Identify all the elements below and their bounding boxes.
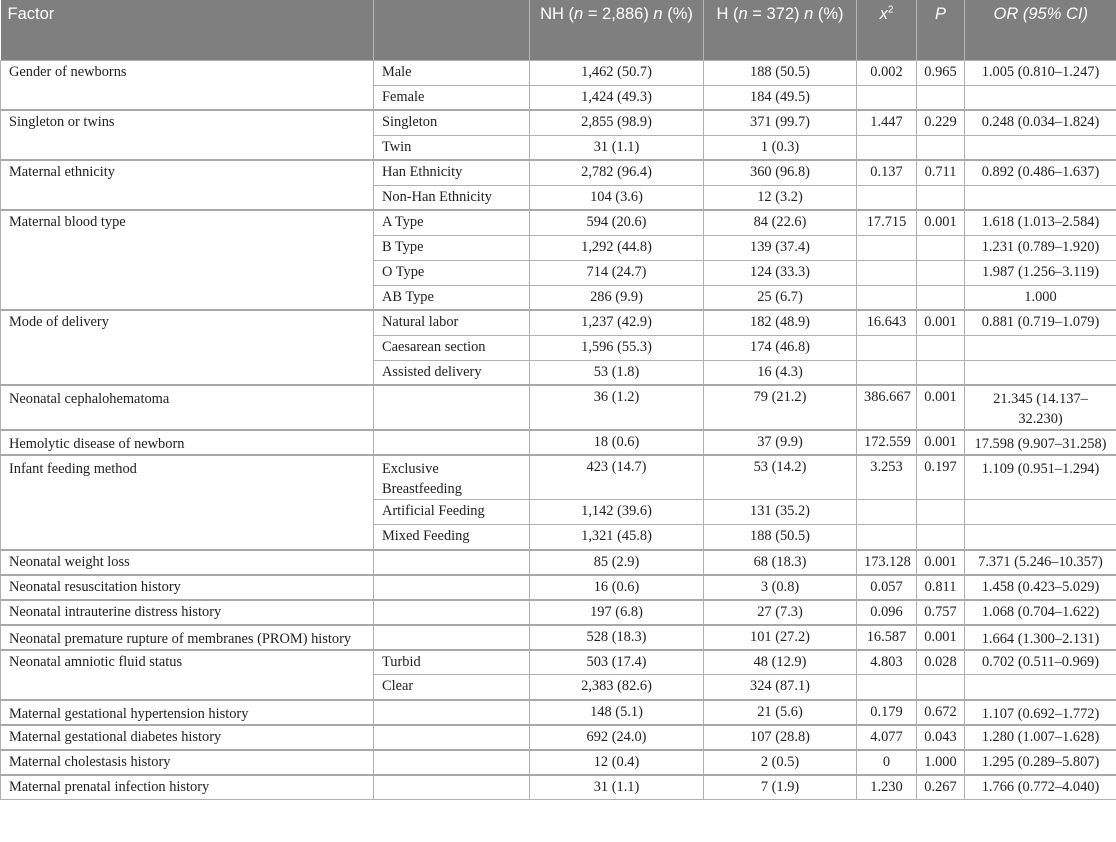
cell-p: 0.711	[917, 160, 965, 185]
cell-p: 0.197	[917, 455, 965, 500]
cell-factor: Neonatal cephalohematoma	[1, 385, 374, 430]
cell-sub: A Type	[374, 210, 530, 235]
cell-sub	[374, 575, 530, 600]
cell-sub: Assisted delivery	[374, 360, 530, 385]
cell-p: 0.028	[917, 650, 965, 675]
cell-x2	[857, 185, 917, 210]
table-row	[1, 625, 1116, 650]
cell-sub	[374, 550, 530, 575]
table-row	[1, 110, 1116, 135]
cell-p: 0.001	[917, 210, 965, 235]
cell-nh: 18 (0.6)	[530, 430, 704, 455]
cell-factor: Mode of delivery	[1, 310, 374, 385]
cell-or: 1.068 (0.704–1.622)	[965, 600, 1116, 625]
cell-h: 2 (0.5)	[704, 750, 857, 775]
cell-h: 360 (96.8)	[704, 160, 857, 185]
cell-factor: Maternal prenatal infection history	[1, 775, 374, 800]
cell-x2: 1.447	[857, 110, 917, 135]
cell-x2	[857, 500, 917, 525]
cell-or: 0.881 (0.719–1.079)	[965, 310, 1116, 335]
cell-x2: 17.715	[857, 210, 917, 235]
cell-p	[917, 185, 965, 210]
cell-p	[917, 360, 965, 385]
cell-or: 1.280 (1.007–1.628)	[965, 725, 1116, 750]
cell-p	[917, 85, 965, 110]
cell-nh: 1,462 (50.7)	[530, 60, 704, 85]
cell-or: 1.766 (0.772–4.040)	[965, 775, 1116, 800]
cell-p: 0.811	[917, 575, 965, 600]
cell-x2	[857, 135, 917, 160]
cell-h: 174 (46.8)	[704, 335, 857, 360]
cell-p: 1.000	[917, 750, 965, 775]
cell-or: 1.231 (0.789–1.920)	[965, 235, 1116, 260]
cell-x2: 0.057	[857, 575, 917, 600]
cell-sub: Male	[374, 60, 530, 85]
cell-nh: 594 (20.6)	[530, 210, 704, 235]
cell-h: 68 (18.3)	[704, 550, 857, 575]
cell-nh: 692 (24.0)	[530, 725, 704, 750]
cell-or: 1.618 (1.013–2.584)	[965, 210, 1116, 235]
cell-nh: 503 (17.4)	[530, 650, 704, 675]
cell-x2: 0	[857, 750, 917, 775]
cell-nh: 104 (3.6)	[530, 185, 704, 210]
cell-or: 1.107 (0.692–1.772)	[965, 700, 1116, 725]
cell-sub	[374, 700, 530, 725]
table-row	[1, 430, 1116, 455]
cell-x2	[857, 85, 917, 110]
cell-factor: Maternal ethnicity	[1, 160, 374, 210]
cell-h: 21 (5.6)	[704, 700, 857, 725]
cell-sub: Han Ethnicity	[374, 160, 530, 185]
cell-nh: 16 (0.6)	[530, 575, 704, 600]
cell-sub: B Type	[374, 235, 530, 260]
cell-p: 0.043	[917, 725, 965, 750]
cell-x2	[857, 335, 917, 360]
cell-or: 1.295 (0.289–5.807)	[965, 750, 1116, 775]
cell-factor: Neonatal resuscitation history	[1, 575, 374, 600]
cell-p: 0.001	[917, 430, 965, 455]
table-row	[1, 550, 1116, 575]
cell-nh: 85 (2.9)	[530, 550, 704, 575]
cell-sub: Female	[374, 85, 530, 110]
cell-nh: 2,855 (98.9)	[530, 110, 704, 135]
table-row	[1, 750, 1116, 775]
cell-h: 12 (3.2)	[704, 185, 857, 210]
cell-x2: 3.253	[857, 455, 917, 500]
cell-factor: Maternal cholestasis history	[1, 750, 374, 775]
header-h: H (n = 372) n (%)	[704, 0, 857, 60]
cell-h: 188 (50.5)	[704, 525, 857, 550]
table-row	[1, 455, 1116, 500]
cell-factor: Neonatal intrauterine distress history	[1, 600, 374, 625]
cell-nh: 1,596 (55.3)	[530, 335, 704, 360]
cell-nh: 197 (6.8)	[530, 600, 704, 625]
cell-or	[965, 185, 1116, 210]
cell-nh: 148 (5.1)	[530, 700, 704, 725]
cell-or	[965, 360, 1116, 385]
table-row	[1, 575, 1116, 600]
cell-x2	[857, 285, 917, 310]
cell-sub	[374, 750, 530, 775]
cell-x2: 172.559	[857, 430, 917, 455]
cell-sub: Exclusive Breastfeeding	[374, 455, 530, 500]
cell-p: 0.001	[917, 550, 965, 575]
cell-sub: Turbid	[374, 650, 530, 675]
cell-sub	[374, 625, 530, 650]
table-body	[1, 60, 1116, 800]
cell-or: 1.987 (1.256–3.119)	[965, 260, 1116, 285]
cell-p	[917, 525, 965, 550]
table-row	[1, 600, 1116, 625]
cell-x2: 4.803	[857, 650, 917, 675]
cell-sub: Artificial Feeding	[374, 500, 530, 525]
cell-p	[917, 675, 965, 700]
cell-p	[917, 500, 965, 525]
cell-nh: 528 (18.3)	[530, 625, 704, 650]
cell-nh: 31 (1.1)	[530, 775, 704, 800]
cell-or	[965, 525, 1116, 550]
cell-factor: Neonatal amniotic fluid status	[1, 650, 374, 700]
cell-or: 0.892 (0.486–1.637)	[965, 160, 1116, 185]
table-row	[1, 160, 1116, 185]
cell-nh: 1,424 (49.3)	[530, 85, 704, 110]
cell-sub: Caesarean section	[374, 335, 530, 360]
cell-h: 7 (1.9)	[704, 775, 857, 800]
cell-factor: Maternal gestational diabetes history	[1, 725, 374, 750]
cell-nh: 2,782 (96.4)	[530, 160, 704, 185]
cell-sub: Singleton	[374, 110, 530, 135]
cell-x2	[857, 525, 917, 550]
cell-h: 124 (33.3)	[704, 260, 857, 285]
cell-p	[917, 135, 965, 160]
cell-x2: 16.587	[857, 625, 917, 650]
cell-factor: Maternal gestational hypertension history	[1, 700, 374, 725]
cell-factor: Gender of newborns	[1, 60, 374, 110]
cell-p: 0.267	[917, 775, 965, 800]
cell-factor: Hemolytic disease of newborn	[1, 430, 374, 455]
cell-p	[917, 335, 965, 360]
cell-p: 0.001	[917, 625, 965, 650]
cell-nh: 1,321 (45.8)	[530, 525, 704, 550]
cell-p: 0.672	[917, 700, 965, 725]
cell-x2: 4.077	[857, 725, 917, 750]
cell-or	[965, 335, 1116, 360]
cell-h: 139 (37.4)	[704, 235, 857, 260]
cell-nh: 36 (1.2)	[530, 385, 704, 430]
cell-h: 101 (27.2)	[704, 625, 857, 650]
cell-h: 371 (99.7)	[704, 110, 857, 135]
cell-h: 184 (49.5)	[704, 85, 857, 110]
cell-x2: 0.096	[857, 600, 917, 625]
table-row	[1, 210, 1116, 235]
table-row	[1, 650, 1116, 675]
cell-sub	[374, 430, 530, 455]
cell-h: 188 (50.5)	[704, 60, 857, 85]
cell-sub: Mixed Feeding	[374, 525, 530, 550]
cell-sub: Twin	[374, 135, 530, 160]
cell-or: 0.702 (0.511–0.969)	[965, 650, 1116, 675]
cell-h: 48 (12.9)	[704, 650, 857, 675]
cell-h: 16 (4.3)	[704, 360, 857, 385]
cell-h: 27 (7.3)	[704, 600, 857, 625]
cell-p	[917, 235, 965, 260]
cell-x2: 16.643	[857, 310, 917, 335]
cell-h: 84 (22.6)	[704, 210, 857, 235]
cell-h: 25 (6.7)	[704, 285, 857, 310]
cell-sub: Clear	[374, 675, 530, 700]
cell-sub: Non-Han Ethnicity	[374, 185, 530, 210]
cell-nh: 1,292 (44.8)	[530, 235, 704, 260]
header-factor: Factor	[1, 0, 374, 60]
cell-sub	[374, 385, 530, 430]
cell-h: 1 (0.3)	[704, 135, 857, 160]
cell-h: 324 (87.1)	[704, 675, 857, 700]
cell-nh: 714 (24.7)	[530, 260, 704, 285]
cell-factor: Singleton or twins	[1, 110, 374, 160]
header-subcategory	[374, 0, 530, 60]
cell-p	[917, 260, 965, 285]
cell-x2: 0.179	[857, 700, 917, 725]
header-odds-ratio: OR (95% CI)	[965, 0, 1116, 60]
table-row	[1, 775, 1116, 800]
cell-or: 1.000	[965, 285, 1116, 310]
cell-or	[965, 85, 1116, 110]
cell-h: 182 (48.9)	[704, 310, 857, 335]
cell-or	[965, 500, 1116, 525]
cell-p: 0.229	[917, 110, 965, 135]
cell-sub	[374, 600, 530, 625]
cell-factor: Neonatal premature rupture of membranes (PROM) history	[1, 625, 374, 650]
cell-h: 3 (0.8)	[704, 575, 857, 600]
cell-or: 1.664 (1.300–2.131)	[965, 625, 1116, 650]
table-row	[1, 385, 1116, 430]
cell-or: 21.345 (14.137–32.230)	[965, 385, 1116, 430]
cell-x2: 0.137	[857, 160, 917, 185]
cell-nh: 1,237 (42.9)	[530, 310, 704, 335]
cell-or: 1.458 (0.423–5.029)	[965, 575, 1116, 600]
cell-p: 0.001	[917, 385, 965, 430]
cell-or	[965, 675, 1116, 700]
cell-nh: 53 (1.8)	[530, 360, 704, 385]
table-row	[1, 60, 1116, 85]
cell-h: 53 (14.2)	[704, 455, 857, 500]
header-chi-square: $x^2$	[857, 0, 917, 60]
cell-sub: O Type	[374, 260, 530, 285]
cell-factor: Infant feeding method	[1, 455, 374, 550]
cell-sub: AB Type	[374, 285, 530, 310]
header-row	[1, 0, 1116, 60]
cell-nh: 31 (1.1)	[530, 135, 704, 160]
cell-x2: 0.002	[857, 60, 917, 85]
cell-factor: Maternal blood type	[1, 210, 374, 310]
header-p-value: P	[917, 0, 965, 60]
cell-or	[965, 135, 1116, 160]
cell-h: 131 (35.2)	[704, 500, 857, 525]
cell-nh: 423 (14.7)	[530, 455, 704, 500]
cell-nh: 1,142 (39.6)	[530, 500, 704, 525]
cell-or: 7.371 (5.246–10.357)	[965, 550, 1116, 575]
cell-h: 37 (9.9)	[704, 430, 857, 455]
cell-or: 1.109 (0.951–1.294)	[965, 455, 1116, 500]
cell-x2: 386.667	[857, 385, 917, 430]
cell-p: 0.001	[917, 310, 965, 335]
cell-sub: Natural labor	[374, 310, 530, 335]
cell-x2: 173.128	[857, 550, 917, 575]
cell-factor: Neonatal weight loss	[1, 550, 374, 575]
cell-nh: 286 (9.9)	[530, 285, 704, 310]
cell-nh: 12 (0.4)	[530, 750, 704, 775]
cell-h: 79 (21.2)	[704, 385, 857, 430]
cell-sub	[374, 725, 530, 750]
cell-x2	[857, 360, 917, 385]
table-row	[1, 725, 1116, 750]
table-row	[1, 700, 1116, 725]
cell-or: 17.598 (9.907–31.258)	[965, 430, 1116, 455]
cell-x2	[857, 260, 917, 285]
table-row	[1, 310, 1116, 335]
header-nh: NH (n = 2,886) n (%)	[530, 0, 704, 60]
cell-or: 1.005 (0.810–1.247)	[965, 60, 1116, 85]
cell-h: 107 (28.8)	[704, 725, 857, 750]
cell-nh: 2,383 (82.6)	[530, 675, 704, 700]
table-header	[1, 0, 1116, 60]
cell-x2	[857, 235, 917, 260]
cell-sub	[374, 775, 530, 800]
cell-p	[917, 285, 965, 310]
cell-x2	[857, 675, 917, 700]
cell-p: 0.965	[917, 60, 965, 85]
cell-or: 0.248 (0.034–1.824)	[965, 110, 1116, 135]
cell-x2: 1.230	[857, 775, 917, 800]
cell-p: 0.757	[917, 600, 965, 625]
